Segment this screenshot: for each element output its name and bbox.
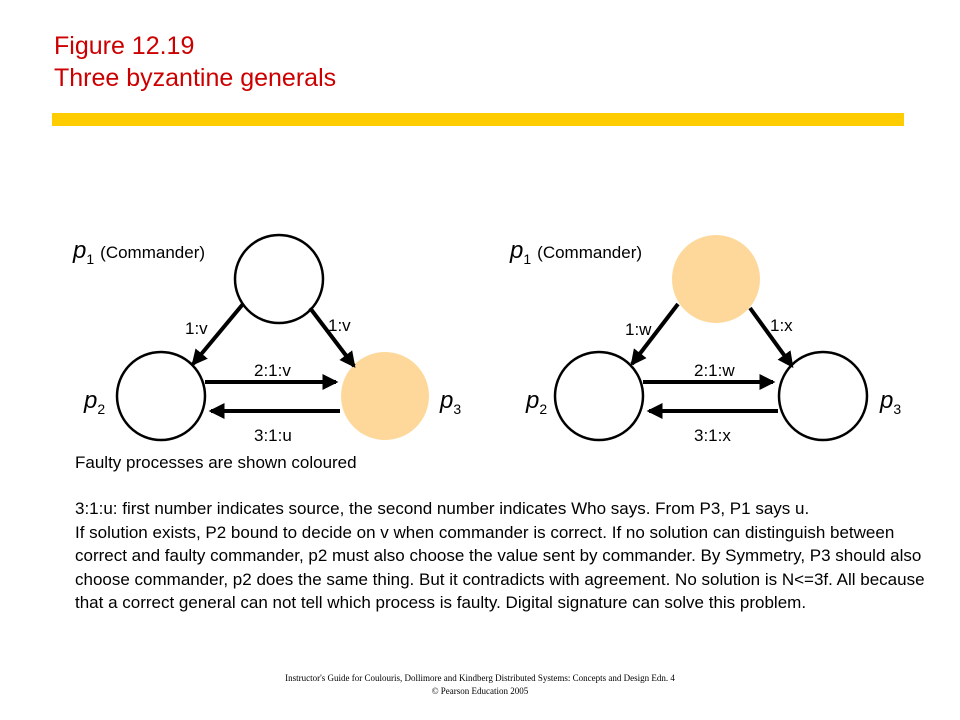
p2-label: p2 bbox=[526, 387, 548, 417]
commander-node bbox=[672, 235, 760, 323]
figure-caption: Three byzantine generals bbox=[54, 64, 337, 92]
figure-number: Figure 12.19 bbox=[54, 32, 195, 60]
edge-label-p2-p3: 2:1:v bbox=[254, 361, 291, 380]
edge-label-p3-p2: 3:1:x bbox=[694, 426, 731, 445]
explanation-argument: If solution exists, P2 bound to decide on v when commander is correct. If no solution can distinguish between correct and faulty commander, p2 must also choose the value sent by commander. By Symmetry, P3 should also choose commander, p2 does the same thing. But it contradicts with agreement. No solution is N<=3f. All because that a correct general can not tell which process is faulty. Digital signature can solve this problem. bbox=[75, 522, 925, 612]
commander-label: p1 (Commander) bbox=[510, 237, 643, 267]
diagram-faulty-lieutenant bbox=[72, 235, 461, 445]
explanation-text bbox=[75, 497, 935, 615]
edge-label-commander-p2: 1:v bbox=[185, 319, 208, 338]
edge-label-commander-p2: 1:w bbox=[625, 320, 652, 339]
diagram-faulty-commander bbox=[509, 235, 901, 445]
faulty-legend-note: Faulty processes are shown coloured bbox=[75, 453, 357, 472]
lieutenant-p2-node bbox=[117, 352, 205, 440]
edge-label-commander-p3: 1:x bbox=[770, 316, 793, 335]
edge-label-p2-p3: 2:1:w bbox=[694, 361, 735, 380]
explanation-notation: 3:1:u: first number indicates source, the second number indicates Who says. From P3, P1 says u. bbox=[75, 499, 810, 518]
p2-label: p2 bbox=[84, 387, 106, 417]
p3-label: p3 bbox=[880, 387, 902, 417]
lieutenant-p2-node bbox=[555, 352, 643, 440]
footer-copyright: © Pearson Education 2005 bbox=[431, 686, 529, 696]
p3-label: p3 bbox=[440, 387, 462, 417]
commander-label: p1 (Commander) bbox=[73, 237, 206, 267]
footer-citation: Instructor's Guide for Coulouris, Dollimore and Kindberg Distributed Systems: Concepts and Design Edn. 4 bbox=[285, 673, 675, 683]
edge-label-commander-p3: 1:v bbox=[328, 316, 351, 335]
edge-label-p3-p2: 3:1:u bbox=[254, 426, 292, 445]
